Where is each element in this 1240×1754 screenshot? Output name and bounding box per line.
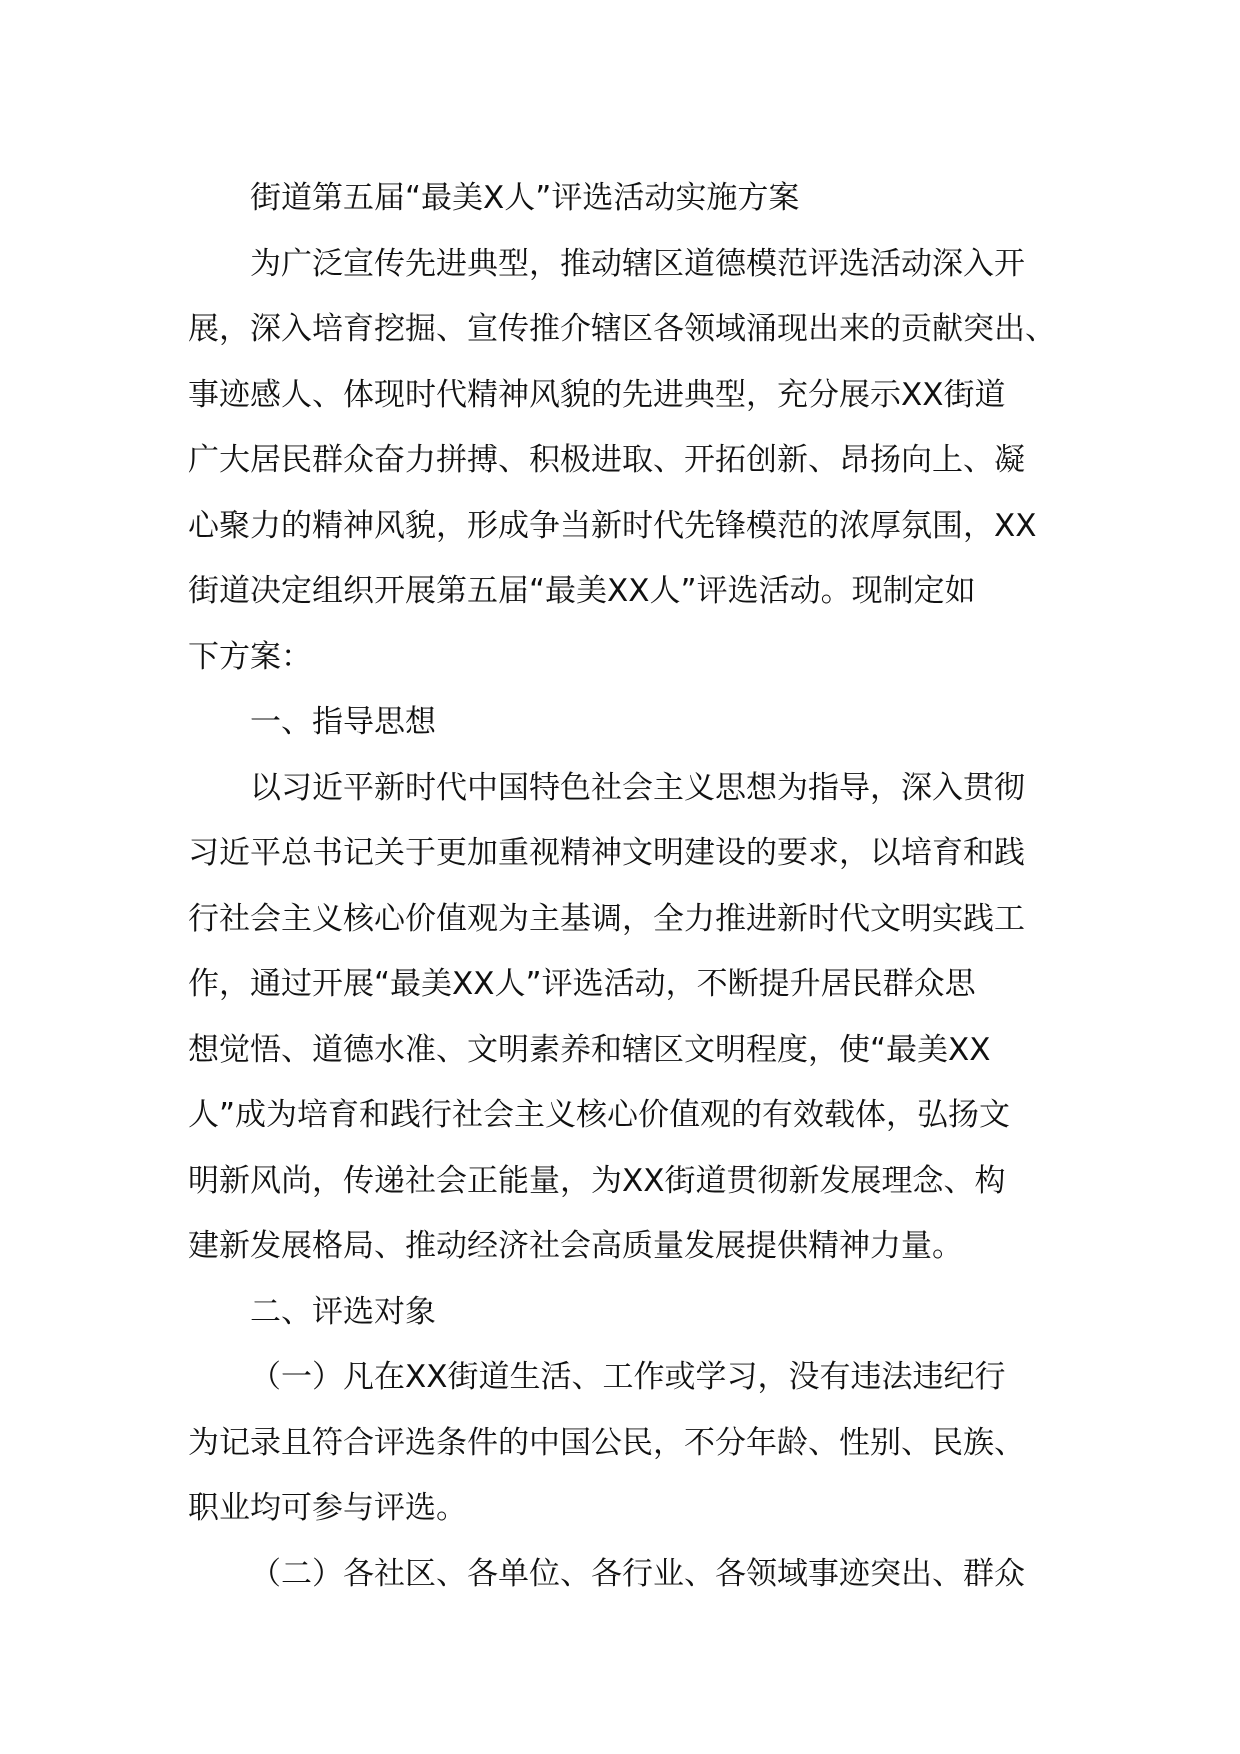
text-line: 下方案： — [188, 638, 312, 675]
text-line: （二）各社区、各单位、各行业、各领域事迹突出、群众 — [250, 1555, 1025, 1592]
text-line: 以习近平新时代中国特色社会主义思想为指导，深入贯彻 — [250, 769, 1025, 806]
text-line: 广大居民群众奋力拼搏、积极进取、开拓创新、昂扬向上、凝 — [188, 442, 1025, 478]
text-line: 职业均可参与评选。 — [188, 1490, 467, 1526]
text-line: 为广泛宣传先进典型，推动辖区道德模范评选活动深入开 — [250, 245, 1025, 282]
document-body — [188, 166, 1060, 1607]
text-line: 建新发展格局、推动经济社会高质量发展提供精神力量。 — [188, 1228, 963, 1264]
text-line: 街道决定组织开展第五届“最美XX人”评选活动。现制定如 — [188, 573, 976, 609]
section-heading: 二、评选对象 — [250, 1293, 436, 1330]
text-line: 作，通过开展“最美XX人”评选活动，不断提升居民群众思 — [188, 966, 976, 1002]
text-line: 为记录且符合评选条件的中国公民，不分年龄、性别、民族、 — [188, 1424, 1025, 1461]
text-line: 人”成为培育和践行社会主义核心价值观的有效载体，弘扬文 — [188, 1097, 1011, 1133]
text-line: 事迹感人、体现时代精神风貌的先进典型，充分展示XX街道 — [188, 376, 1006, 413]
section-heading: 一、指导思想 — [250, 704, 436, 740]
text-line: 行社会主义核心价值观为主基调，全力推进新时代文明实践工 — [188, 900, 1025, 937]
text-line: 明新风尚，传递社会正能量，为XX街道贯彻新发展理念、构 — [188, 1162, 1006, 1199]
document-title: 街道第五届“最美X人”评选活动实施方案 — [250, 180, 800, 216]
text-line: 习近平总书记关于更加重视精神文明建设的要求，以培育和践 — [188, 835, 1025, 871]
text-line: 展，深入培育挖掘、宣传推介辖区各领域涌现出来的贡献突出、 — [188, 311, 1056, 347]
text-line: 心聚力的精神风貌，形成争当新时代先锋模范的浓厚氛围，XX — [188, 507, 1037, 544]
text-line: （一）凡在XX街道生活、工作或学习，没有违法违纪行 — [250, 1359, 1006, 1395]
text-line: 想觉悟、道德水准、文明素养和辖区文明程度，使“最美XX — [188, 1031, 991, 1068]
